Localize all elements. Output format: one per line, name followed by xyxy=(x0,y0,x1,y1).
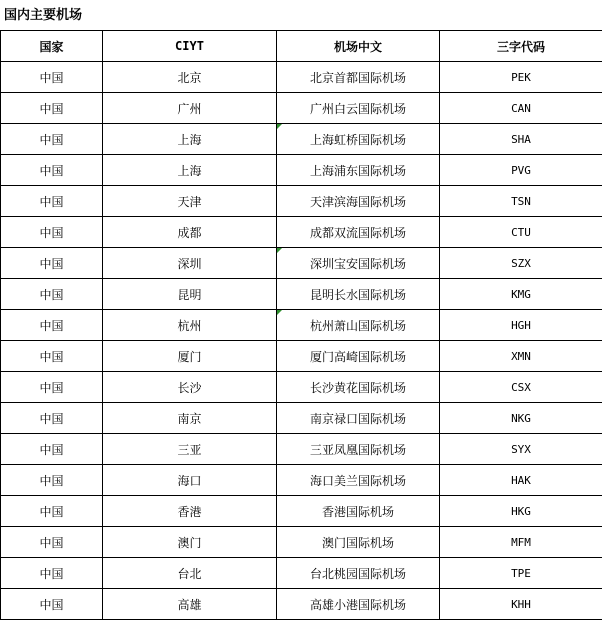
cell-iata-code-text: XMN xyxy=(511,350,531,363)
cell-country-text: 中国 xyxy=(39,442,64,457)
cell-city[interactable] xyxy=(103,310,277,341)
page-title: 国内主要机场 xyxy=(4,8,83,23)
cell-airport-name-text: 上海浦东国际机场 xyxy=(309,163,406,178)
cell-airport-name-text: 台北桃园国际机场 xyxy=(309,566,406,581)
cell-country-text: 中国 xyxy=(39,132,64,147)
cell-iata-code-text: SYX xyxy=(511,443,531,456)
table-row xyxy=(1,496,602,527)
cell-airport-name-text: 深圳宝安国际机场 xyxy=(309,256,406,271)
cell-iata-code-text: TPE xyxy=(511,567,531,580)
cell-airport-name[interactable] xyxy=(277,372,440,403)
cell-airport-name-text: 南京禄口国际机场 xyxy=(309,411,406,426)
cell-city-text: 昆明 xyxy=(177,287,202,302)
cell-city[interactable] xyxy=(103,372,277,403)
cell-country[interactable] xyxy=(1,248,103,279)
cell-city[interactable] xyxy=(103,589,277,620)
cell-iata-code[interactable] xyxy=(440,558,602,589)
cell-iata-code-text: SZX xyxy=(511,257,531,270)
cell-airport-name-text: 杭州萧山国际机场 xyxy=(309,318,406,333)
cell-country[interactable] xyxy=(1,527,103,558)
cell-iata-code[interactable] xyxy=(440,403,602,434)
cell-country-text: 中国 xyxy=(39,349,64,364)
cell-airport-name[interactable] xyxy=(277,124,440,155)
cell-airport-name-text: 广州白云国际机场 xyxy=(309,101,406,116)
cell-iata-code[interactable] xyxy=(440,496,602,527)
cell-city[interactable] xyxy=(103,155,277,186)
table-header-row xyxy=(1,31,602,62)
cell-airport-name-text: 厦门高崎国际机场 xyxy=(309,349,406,364)
cell-airport-name[interactable] xyxy=(277,310,440,341)
cell-iata-code-text: MFM xyxy=(511,536,531,549)
cell-iata-code[interactable] xyxy=(440,124,602,155)
cell-airport-name[interactable] xyxy=(277,465,440,496)
cell-country[interactable] xyxy=(1,310,103,341)
cell-airport-name[interactable] xyxy=(277,434,440,465)
cell-iata-code[interactable] xyxy=(440,589,602,620)
table-row xyxy=(1,217,602,248)
cell-iata-code[interactable] xyxy=(440,465,602,496)
cell-city[interactable] xyxy=(103,279,277,310)
table-row xyxy=(1,124,602,155)
table-row xyxy=(1,341,602,372)
cell-airport-name-text: 三亚凤凰国际机场 xyxy=(309,442,406,457)
table-row xyxy=(1,558,602,589)
cell-country[interactable] xyxy=(1,465,103,496)
cell-country[interactable] xyxy=(1,372,103,403)
cell-country[interactable] xyxy=(1,93,103,124)
cell-city-text: 高雄 xyxy=(177,597,202,612)
cell-country[interactable] xyxy=(1,279,103,310)
cell-country[interactable] xyxy=(1,589,103,620)
cell-country-text: 中国 xyxy=(39,101,64,116)
cell-country[interactable] xyxy=(1,217,103,248)
cell-city-text: 上海 xyxy=(177,132,202,147)
cell-country[interactable] xyxy=(1,62,103,93)
cell-country[interactable] xyxy=(1,558,103,589)
cell-airport-name[interactable] xyxy=(277,558,440,589)
cell-airport-name-text: 天津滨海国际机场 xyxy=(309,194,406,209)
table-row xyxy=(1,155,602,186)
cell-city-text: 香港 xyxy=(177,504,202,519)
cell-airport-name-text: 昆明长水国际机场 xyxy=(309,287,406,302)
cell-city[interactable] xyxy=(103,124,277,155)
cell-airport-name[interactable] xyxy=(277,589,440,620)
cell-country[interactable] xyxy=(1,186,103,217)
cell-iata-code-text: KMG xyxy=(511,288,531,301)
cell-country[interactable] xyxy=(1,403,103,434)
cell-iata-code-text: CAN xyxy=(511,102,531,115)
cell-iata-code[interactable] xyxy=(440,310,602,341)
cell-city-text: 杭州 xyxy=(177,318,202,333)
table-row xyxy=(1,465,602,496)
cell-country[interactable] xyxy=(1,155,103,186)
cell-airport-name-text: 澳门国际机场 xyxy=(321,535,394,550)
cell-country-text: 中国 xyxy=(39,380,64,395)
cell-city[interactable] xyxy=(103,217,277,248)
cell-iata-code-text: PVG xyxy=(511,164,531,177)
table-row xyxy=(1,186,602,217)
cell-iata-code[interactable] xyxy=(440,341,602,372)
cell-airport-name[interactable] xyxy=(277,217,440,248)
cell-iata-code[interactable] xyxy=(440,217,602,248)
table-row xyxy=(1,310,602,341)
cell-iata-code[interactable] xyxy=(440,93,602,124)
cell-iata-code-text: KHH xyxy=(511,598,531,611)
cell-airport-name[interactable] xyxy=(277,403,440,434)
cell-country-text: 中国 xyxy=(39,504,64,519)
cell-country-text: 中国 xyxy=(39,473,64,488)
cell-city[interactable] xyxy=(103,93,277,124)
airport-table xyxy=(0,30,602,620)
cell-city[interactable] xyxy=(103,434,277,465)
cell-country-text: 中国 xyxy=(39,194,64,209)
cell-city[interactable] xyxy=(103,248,277,279)
cell-country-text: 中国 xyxy=(39,566,64,581)
cell-city-text: 海口 xyxy=(177,473,202,488)
table-row xyxy=(1,279,602,310)
cell-city-text: 成都 xyxy=(177,225,202,240)
table-row xyxy=(1,434,602,465)
cell-airport-name-text: 海口美兰国际机场 xyxy=(309,473,406,488)
cell-iata-code-text: HGH xyxy=(511,319,531,332)
table-row xyxy=(1,403,602,434)
cell-country[interactable] xyxy=(1,341,103,372)
cell-airport-name-text: 高雄小港国际机场 xyxy=(309,597,406,612)
cell-airport-name-text: 香港国际机场 xyxy=(321,504,394,519)
cell-city-text: 台北 xyxy=(177,566,202,581)
cell-country[interactable] xyxy=(1,434,103,465)
cell-country-text: 中国 xyxy=(39,411,64,426)
comment-indicator-icon xyxy=(277,310,282,315)
cell-iata-code-text: CSX xyxy=(511,381,531,394)
cell-iata-code[interactable] xyxy=(440,372,602,403)
cell-country-text: 中国 xyxy=(39,256,64,271)
header-iata-code: 三字代码 xyxy=(440,31,602,62)
cell-city[interactable] xyxy=(103,341,277,372)
table-row xyxy=(1,93,602,124)
cell-country-text: 中国 xyxy=(39,163,64,178)
cell-iata-code[interactable] xyxy=(440,62,602,93)
cell-country-text: 中国 xyxy=(39,597,64,612)
comment-indicator-icon xyxy=(277,124,282,129)
cell-iata-code[interactable] xyxy=(440,155,602,186)
cell-city-text: 广州 xyxy=(177,101,202,116)
header-airport-name: 机场中文 xyxy=(277,31,440,62)
cell-country-text: 中国 xyxy=(39,225,64,240)
cell-iata-code[interactable] xyxy=(440,186,602,217)
cell-city-text: 深圳 xyxy=(177,256,202,271)
cell-airport-name[interactable] xyxy=(277,93,440,124)
cell-city-text: 厦门 xyxy=(177,349,202,364)
cell-city[interactable] xyxy=(103,465,277,496)
cell-country-text: 中国 xyxy=(39,535,64,550)
cell-airport-name[interactable] xyxy=(277,527,440,558)
cell-airport-name[interactable] xyxy=(277,248,440,279)
cell-airport-name-text: 北京首都国际机场 xyxy=(309,70,406,85)
cell-city[interactable] xyxy=(103,62,277,93)
cell-iata-code[interactable] xyxy=(440,279,602,310)
comment-indicator-icon xyxy=(277,248,282,253)
cell-city[interactable] xyxy=(103,403,277,434)
cell-country[interactable] xyxy=(1,124,103,155)
cell-airport-name[interactable] xyxy=(277,496,440,527)
table-row xyxy=(1,248,602,279)
cell-city-text: 北京 xyxy=(177,70,202,85)
cell-country[interactable] xyxy=(1,496,103,527)
header-city: CIYT xyxy=(103,31,277,62)
table-row xyxy=(1,527,602,558)
cell-iata-code-text: HAK xyxy=(511,474,531,487)
cell-country-text: 中国 xyxy=(39,287,64,302)
cell-airport-name-text: 上海虹桥国际机场 xyxy=(309,132,406,147)
cell-country-text: 中国 xyxy=(39,70,64,85)
cell-city-text: 上海 xyxy=(177,163,202,178)
cell-iata-code[interactable] xyxy=(440,527,602,558)
cell-airport-name[interactable] xyxy=(277,186,440,217)
cell-airport-name[interactable] xyxy=(277,279,440,310)
cell-airport-name-text: 成都双流国际机场 xyxy=(309,225,406,240)
cell-iata-code-text: PEK xyxy=(511,71,531,84)
cell-city[interactable] xyxy=(103,558,277,589)
table-row xyxy=(1,62,602,93)
cell-city-text: 三亚 xyxy=(177,442,202,457)
cell-city[interactable] xyxy=(103,527,277,558)
cell-airport-name[interactable] xyxy=(277,62,440,93)
cell-iata-code-text: HKG xyxy=(511,505,531,518)
cell-iata-code[interactable] xyxy=(440,434,602,465)
cell-airport-name-text: 长沙黄花国际机场 xyxy=(309,380,406,395)
cell-city-text: 天津 xyxy=(177,194,202,209)
table-body xyxy=(1,62,602,620)
cell-iata-code[interactable] xyxy=(440,248,602,279)
cell-city-text: 长沙 xyxy=(177,380,202,395)
cell-iata-code-text: SHA xyxy=(511,133,531,146)
table-row xyxy=(1,589,602,620)
cell-iata-code-text: CTU xyxy=(511,226,531,239)
cell-airport-name[interactable] xyxy=(277,341,440,372)
cell-city-text: 南京 xyxy=(177,411,202,426)
cell-iata-code-text: TSN xyxy=(511,195,531,208)
cell-airport-name[interactable] xyxy=(277,155,440,186)
cell-country-text: 中国 xyxy=(39,318,64,333)
cell-city[interactable] xyxy=(103,496,277,527)
table-row xyxy=(1,372,602,403)
cell-city[interactable] xyxy=(103,186,277,217)
cell-iata-code-text: NKG xyxy=(511,412,531,425)
header-country: 国家 xyxy=(1,31,103,62)
cell-city-text: 澳门 xyxy=(177,535,202,550)
